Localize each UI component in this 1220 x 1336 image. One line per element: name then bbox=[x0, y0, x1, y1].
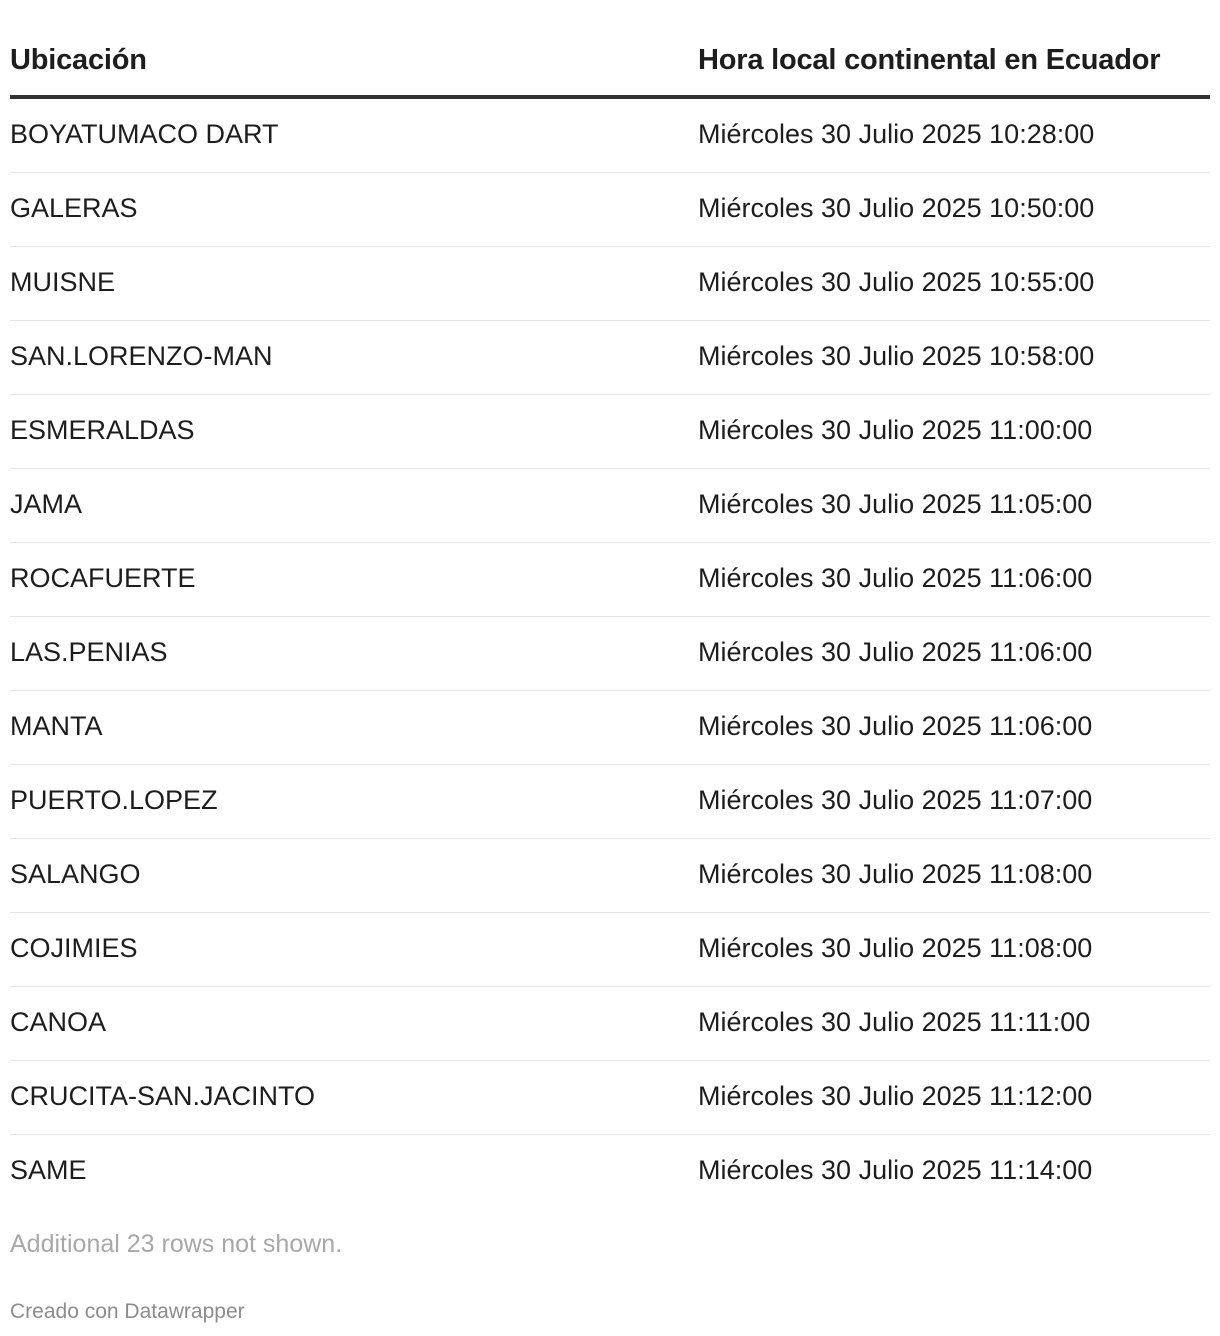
datawrapper-credit[interactable]: Creado con Datawrapper bbox=[10, 1300, 245, 1323]
column-header-ubicacion[interactable]: Ubicación bbox=[10, 44, 147, 76]
table-row bbox=[10, 839, 1210, 913]
cell-ubicacion: COJIMIES bbox=[10, 933, 138, 963]
data-table bbox=[10, 0, 1210, 1209]
cell-ubicacion: ESMERALDAS bbox=[10, 415, 195, 445]
table-row bbox=[10, 247, 1210, 321]
cell-hora-local: Miércoles 30 Julio 2025 11:14:00 bbox=[698, 1155, 1093, 1185]
cell-ubicacion: CANOA bbox=[10, 1007, 107, 1037]
cell-ubicacion: SAME bbox=[10, 1155, 87, 1185]
cell-hora-local: Miércoles 30 Julio 2025 10:58:00 bbox=[698, 341, 1095, 371]
table-row bbox=[10, 1135, 1210, 1209]
table-row bbox=[10, 765, 1210, 839]
cell-hora-local: Miércoles 30 Julio 2025 11:12:00 bbox=[698, 1081, 1093, 1111]
cell-ubicacion: ROCAFUERTE bbox=[10, 563, 196, 593]
table-row bbox=[10, 543, 1210, 617]
cell-hora-local: Miércoles 30 Julio 2025 11:05:00 bbox=[698, 489, 1093, 519]
cell-ubicacion: BOYATUMACO DART bbox=[10, 119, 279, 149]
table-row bbox=[10, 617, 1210, 691]
table-header bbox=[10, 0, 1210, 99]
column-header-hora-local[interactable]: Hora local continental en Ecuador bbox=[698, 44, 1161, 76]
cell-hora-local: Miércoles 30 Julio 2025 11:00:00 bbox=[698, 415, 1093, 445]
cell-hora-local: Miércoles 30 Julio 2025 11:07:00 bbox=[698, 785, 1093, 815]
table-row bbox=[10, 1061, 1210, 1135]
cell-ubicacion: SALANGO bbox=[10, 859, 141, 889]
cell-ubicacion: LAS.PENIAS bbox=[10, 637, 168, 667]
cell-hora-local: Miércoles 30 Julio 2025 11:06:00 bbox=[698, 563, 1093, 593]
cell-ubicacion: CRUCITA-SAN.JACINTO bbox=[10, 1081, 316, 1111]
cell-ubicacion: MUISNE bbox=[10, 267, 116, 297]
cell-hora-local: Miércoles 30 Julio 2025 11:08:00 bbox=[698, 859, 1093, 889]
table-row bbox=[10, 913, 1210, 987]
cell-hora-local: Miércoles 30 Julio 2025 10:28:00 bbox=[698, 119, 1095, 149]
table-row bbox=[10, 99, 1210, 173]
cell-ubicacion: SAN.LORENZO-MAN bbox=[10, 341, 273, 371]
table-body bbox=[10, 99, 1210, 1209]
cell-ubicacion: GALERAS bbox=[10, 193, 138, 223]
cell-hora-local: Miércoles 30 Julio 2025 11:08:00 bbox=[698, 933, 1093, 963]
cell-ubicacion: JAMA bbox=[10, 489, 83, 519]
table-row bbox=[10, 987, 1210, 1061]
table-row bbox=[10, 691, 1210, 765]
cell-hora-local: Miércoles 30 Julio 2025 11:06:00 bbox=[698, 711, 1093, 741]
cell-ubicacion: MANTA bbox=[10, 711, 103, 741]
rows-not-shown-note: Additional 23 rows not shown. bbox=[10, 1230, 343, 1258]
cell-hora-local: Miércoles 30 Julio 2025 11:06:00 bbox=[698, 637, 1093, 667]
table-row bbox=[10, 469, 1210, 543]
table-row bbox=[10, 321, 1210, 395]
table-row bbox=[10, 395, 1210, 469]
cell-hora-local: Miércoles 30 Julio 2025 10:55:00 bbox=[698, 267, 1095, 297]
cell-hora-local: Miércoles 30 Julio 2025 11:11:00 bbox=[698, 1007, 1091, 1037]
cell-ubicacion: PUERTO.LOPEZ bbox=[10, 785, 218, 815]
cell-hora-local: Miércoles 30 Julio 2025 10:50:00 bbox=[698, 193, 1095, 223]
table-row bbox=[10, 173, 1210, 247]
